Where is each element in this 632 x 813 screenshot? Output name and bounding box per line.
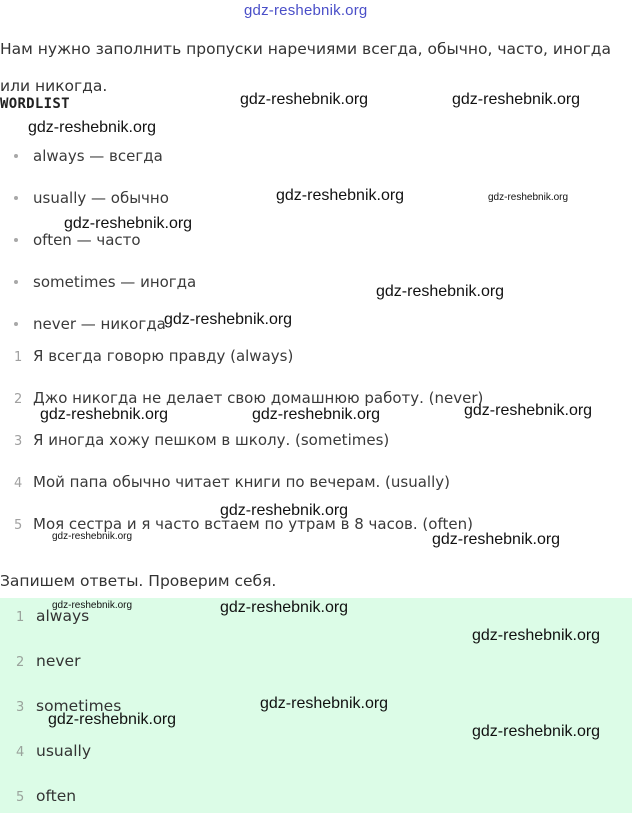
wordlist-item [14,273,196,291]
answer-item [16,742,91,760]
answer-item [16,787,76,805]
watermark: gdz-reshebnik.org [488,192,569,203]
watermark: gdz-reshebnik.org [464,402,593,419]
watermark: gdz-reshebnik.org [52,531,133,542]
task-number: 5 [14,518,23,533]
watermark: gdz-reshebnik.org [452,91,581,108]
watermark: gdz-reshebnik.org [220,502,349,519]
answer-item [16,652,80,670]
task-text: Моя сестра и я часто встаем по утрам в 8 часов. (often) [33,515,473,533]
watermark: gdz-reshebnik.org [240,91,369,108]
task-item [14,389,483,407]
answer-text: often [36,787,77,805]
answer-number: 1 [16,610,25,625]
answer-number: 4 [16,745,25,760]
wordlist-item [14,147,163,165]
watermark: gdz-reshebnik.org [252,406,381,423]
task-number: 1 [14,350,23,365]
answer-number: 3 [16,700,25,715]
bullet-icon [14,322,18,326]
answer-text: sometimes [36,697,122,715]
wordlist-item-text: never — никогда [33,315,166,333]
watermark: gdz-reshebnik.org [48,711,177,728]
task-item [14,431,389,449]
bullet-icon [14,196,18,200]
task-text: Джо никогда не делает свою домашнюю работу. (never) [33,389,484,407]
watermark: gdz-reshebnik.org [432,531,561,548]
bullet-icon [14,280,18,284]
watermark: gdz-reshebnik.org [472,723,601,740]
header-watermark: gdz-reshebnik.org [244,2,368,19]
task-item [14,347,293,365]
wordlist-item-text: usually — обычно [33,189,169,207]
task-text: Я иногда хожу пешком в школу. (sometimes) [33,431,390,449]
bullet-icon [14,154,18,158]
task-text: Я всегда говорю правду (always) [33,347,294,365]
wordlist-title: WORDLIST [0,96,70,112]
task-number: 2 [14,392,23,407]
answer-text: never [36,652,81,670]
watermark: gdz-reshebnik.org [64,215,193,232]
task-item [14,473,450,491]
answer-number: 5 [16,790,25,805]
watermark: gdz-reshebnik.org [276,187,405,204]
wordlist-item [14,315,166,333]
task-text: Мой папа обычно читает книги по вечерам. (usually) [33,473,450,491]
wordlist-item-text: always — всегда [33,147,163,165]
wordlist-item [14,189,169,207]
watermark: gdz-reshebnik.org [40,406,169,423]
watermark: gdz-reshebnik.org [220,599,349,616]
task-number: 4 [14,476,23,491]
answer-text: usually [36,742,92,760]
watermark: gdz-reshebnik.org [376,283,505,300]
wordlist-item [14,231,141,249]
watermark: gdz-reshebnik.org [52,600,133,611]
watermark: gdz-reshebnik.org [164,311,293,328]
bullet-icon [14,238,18,242]
watermark: gdz-reshebnik.org [472,627,601,644]
wordlist-item-text: often — часто [33,231,141,249]
check-text: Запишем ответы. Проверим себя. [0,572,277,590]
answer-number: 2 [16,655,25,670]
wordlist-item-text: sometimes — иногда [33,273,197,291]
task-number: 3 [14,434,23,449]
answer-text: always [36,607,90,625]
intro-text: Нам нужно заполнить пропуски наречиями всегда, обычно, часто, иногда или никогда. [0,40,611,95]
watermark: gdz-reshebnik.org [260,695,389,712]
watermark: gdz-reshebnik.org [28,119,157,136]
